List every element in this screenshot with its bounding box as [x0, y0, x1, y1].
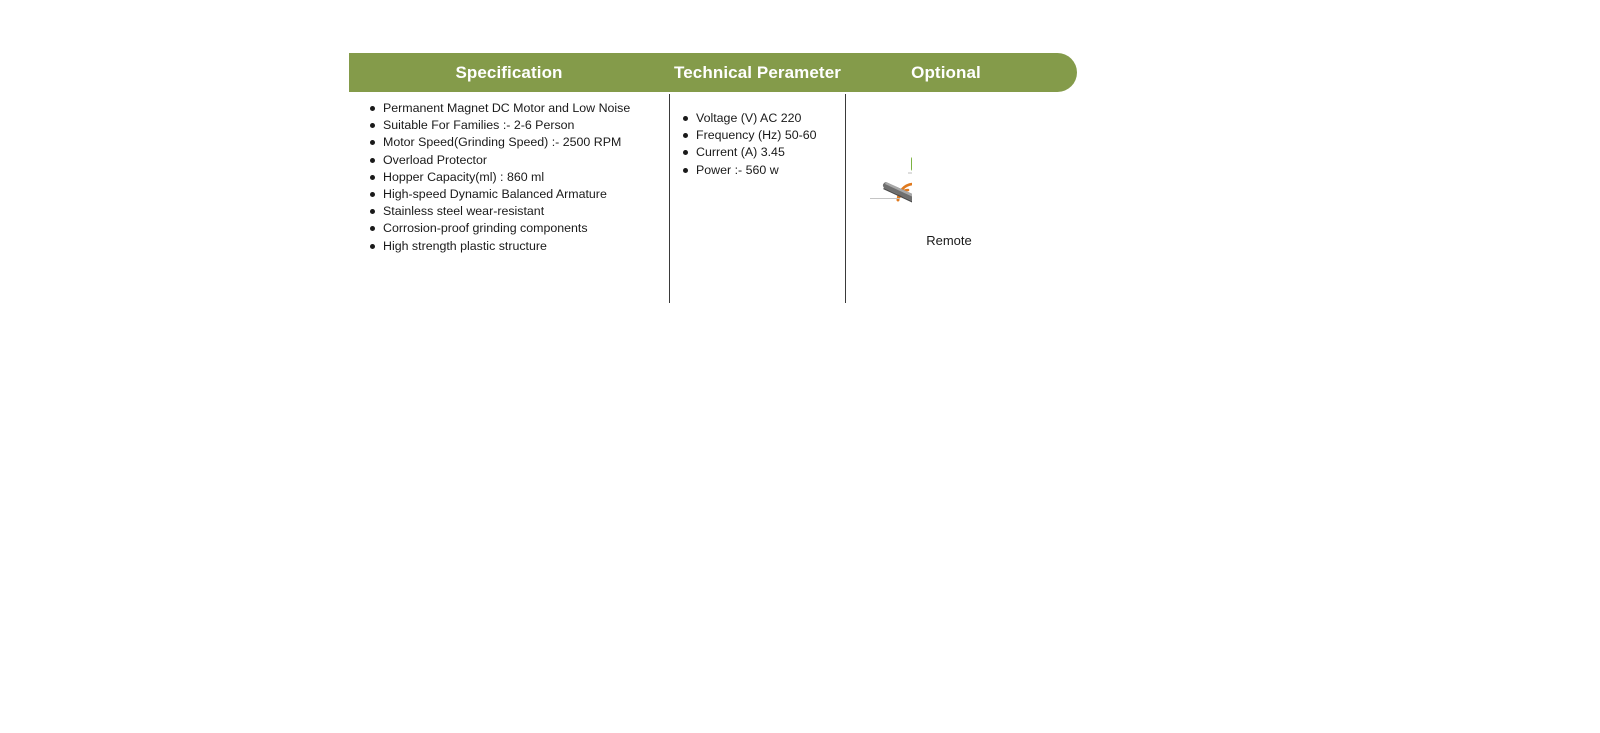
- specification-list: [369, 100, 665, 255]
- spec-item: [369, 220, 665, 237]
- spec-item-text: Corrosion-proof grinding components: [383, 221, 588, 236]
- bullet-icon: [370, 123, 375, 128]
- spec-item: [369, 203, 665, 220]
- bullet-icon: [683, 168, 688, 173]
- spec-item-text: Permanent Magnet DC Motor and Low Noise: [383, 101, 631, 115]
- bullet-icon: [370, 106, 375, 111]
- tech-item-text: Current (A) 3.45: [696, 145, 785, 160]
- tech-item-text: Power :- 560 w: [696, 162, 779, 177]
- spec-table: [349, 53, 1077, 303]
- bullet-icon: [370, 175, 375, 180]
- spec-item: [369, 152, 665, 169]
- bullet-icon: [370, 244, 375, 249]
- tech-item: [682, 127, 842, 144]
- spec-item-text: Suitable For Families :- 2-6 Person: [383, 118, 575, 133]
- spec-item: [369, 100, 665, 117]
- spec-item-text: High strength plastic structure: [383, 238, 547, 253]
- bullet-icon: [370, 158, 375, 163]
- bullet-icon: [683, 133, 688, 138]
- spec-item: [369, 134, 665, 151]
- spec-item: [369, 186, 665, 203]
- header-technical-parameter: Technical Perameter: [674, 63, 841, 82]
- bullet-icon: [370, 209, 375, 214]
- spec-item-text: Stainless steel wear-resistant: [383, 204, 545, 219]
- bullet-icon: [370, 140, 375, 145]
- tech-item: [682, 110, 842, 127]
- bullet-icon: [370, 226, 375, 231]
- remote-control-icon: [762, 153, 912, 228]
- spec-item-text: High-speed Dynamic Balanced Armature: [383, 187, 607, 202]
- specification-column: [369, 100, 665, 255]
- spec-item-text: Motor Speed(Grinding Speed) :- 2500 RPM: [383, 135, 622, 150]
- optional-caption: Remote: [926, 233, 972, 248]
- header-optional: Optional: [911, 63, 981, 82]
- column-divider: [669, 94, 670, 303]
- spec-item-text: Hopper Capacity(ml) : 860 ml: [383, 169, 545, 184]
- spec-item: [369, 117, 665, 134]
- tech-item-text: Frequency (Hz) 50-60: [696, 128, 817, 143]
- tech-item-text: Voltage (V) AC 220: [696, 111, 802, 125]
- rss-badge-icon: [908, 157, 912, 174]
- bullet-icon: [683, 150, 688, 155]
- spec-item: [369, 238, 665, 255]
- bullet-icon: [683, 116, 688, 121]
- spec-item-text: Overload Protector: [383, 152, 487, 167]
- header-specification: Specification: [455, 63, 563, 82]
- bullet-icon: [370, 192, 375, 197]
- spec-item: [369, 169, 665, 186]
